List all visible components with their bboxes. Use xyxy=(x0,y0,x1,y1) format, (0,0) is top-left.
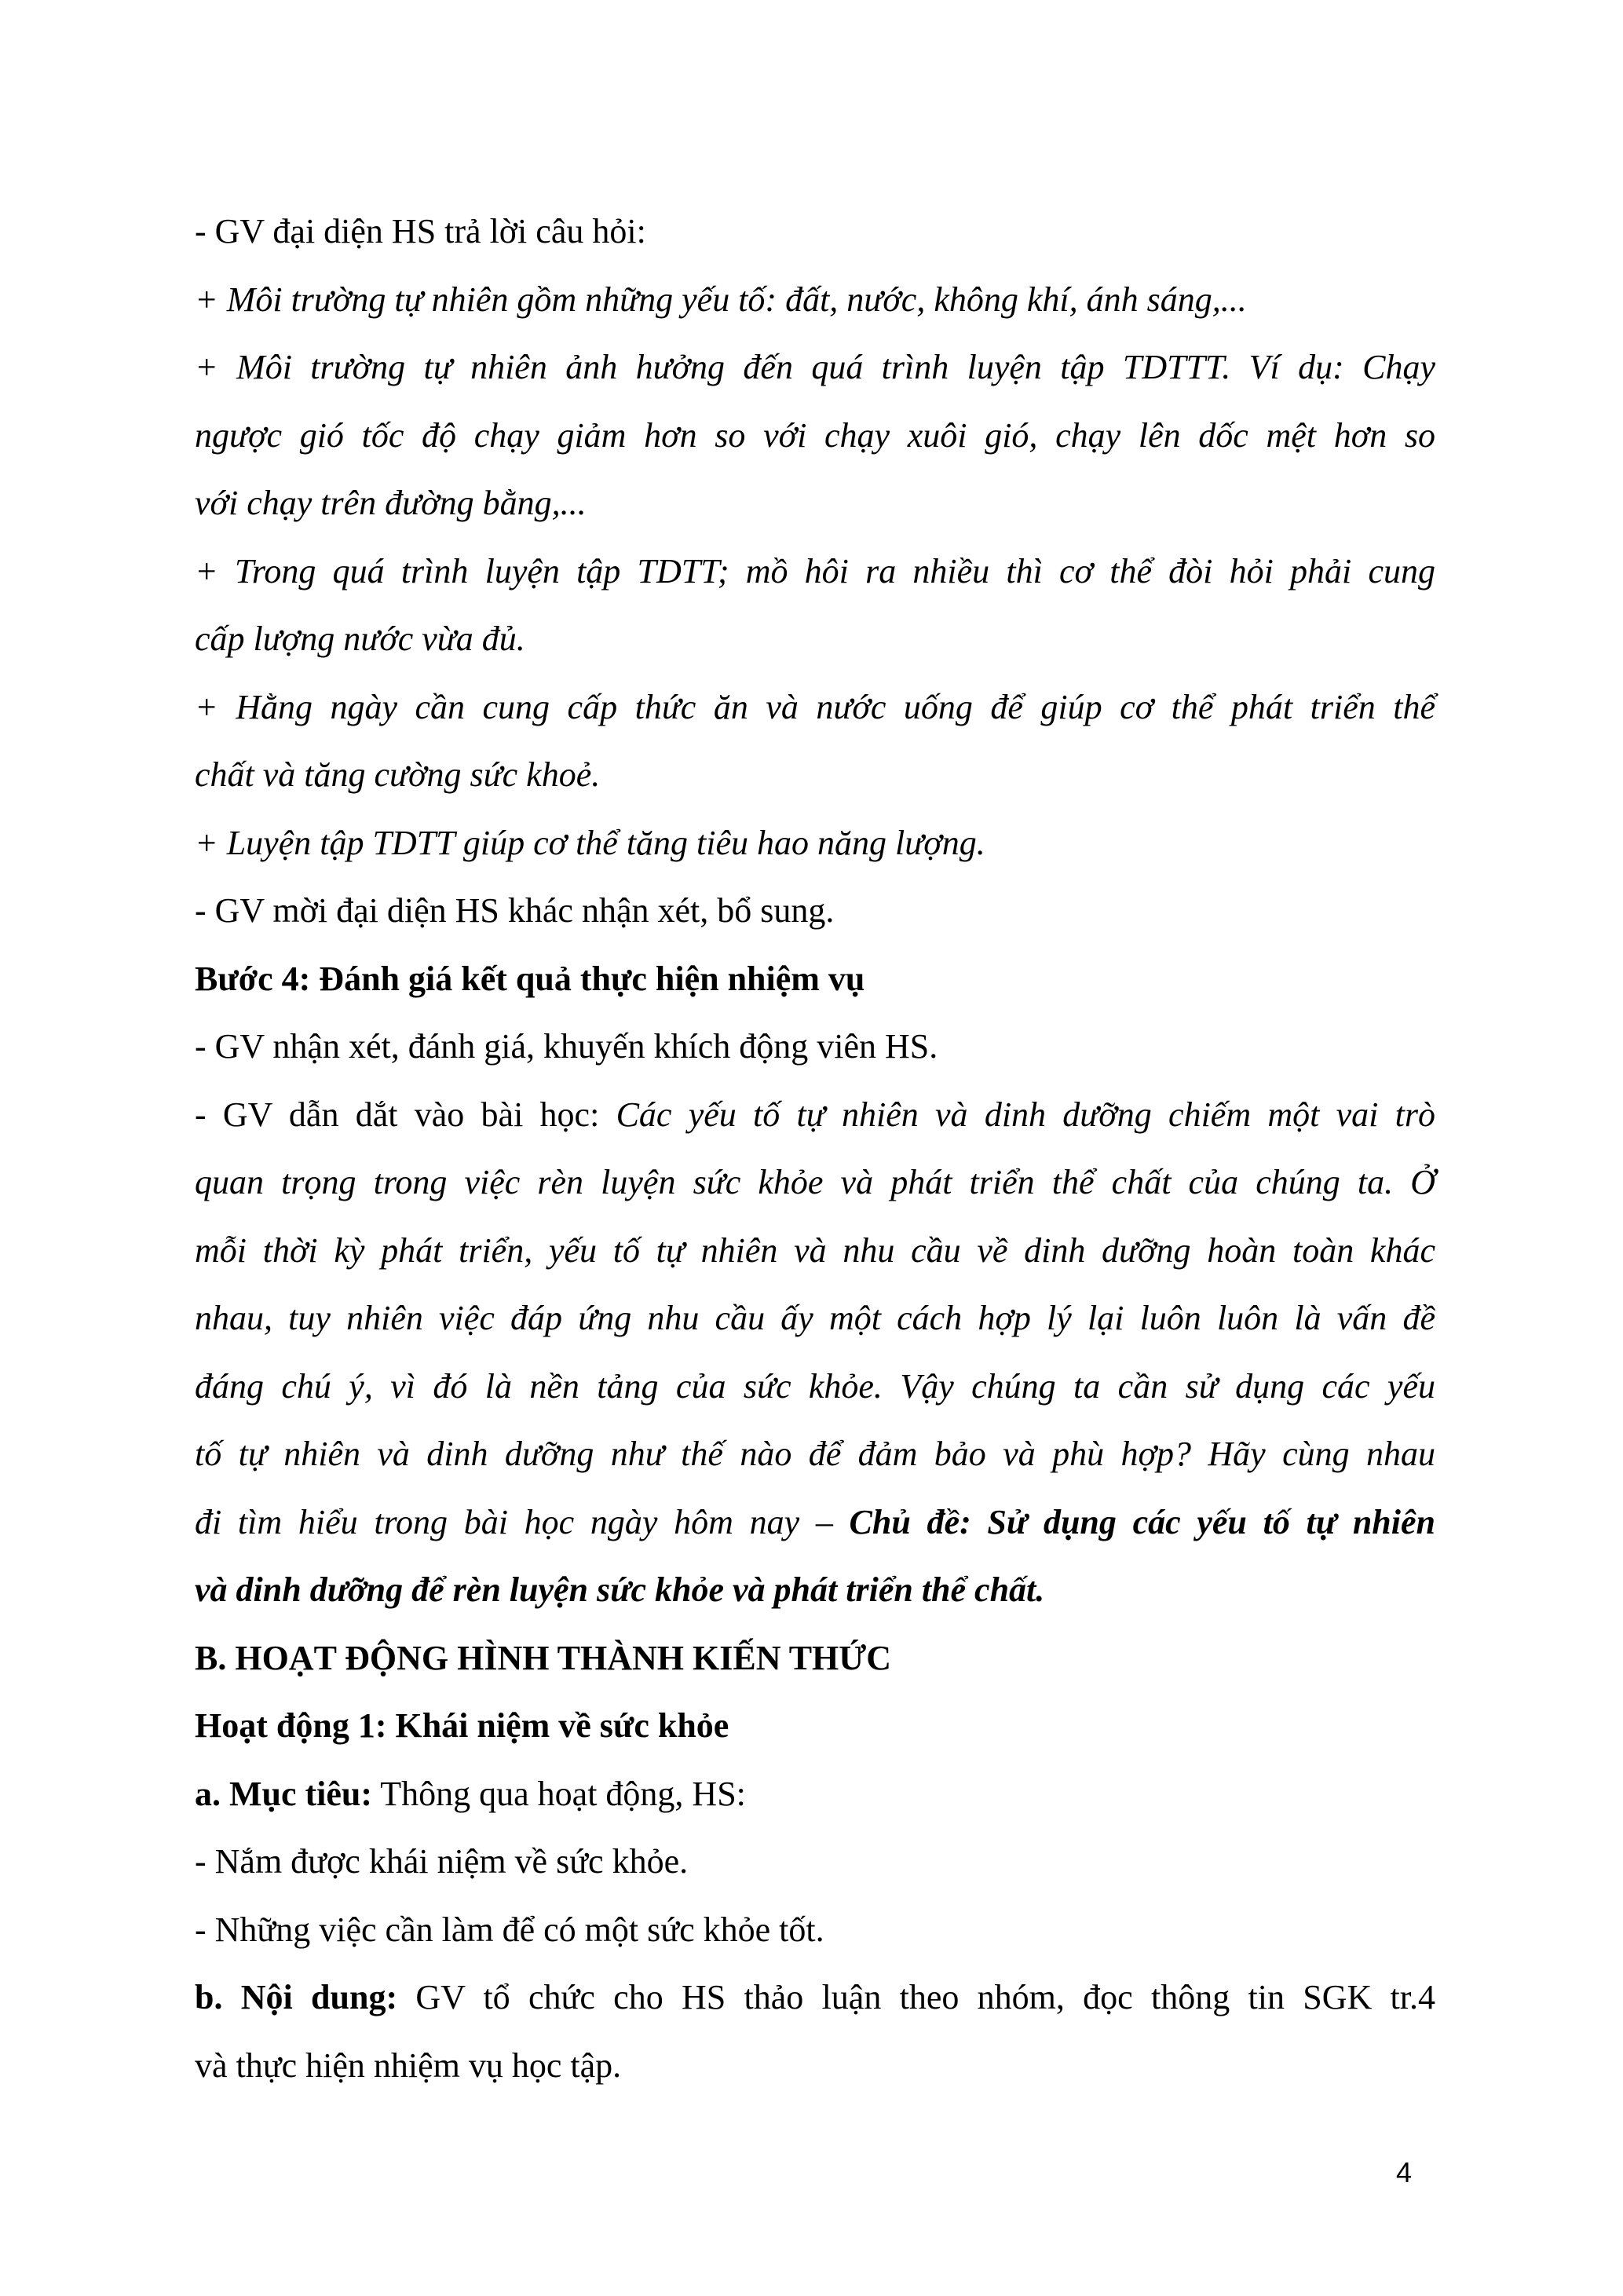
page-number: 4 xyxy=(1396,2156,1413,2188)
text-line xyxy=(195,1489,1435,1557)
text-line: - GV mời đại diện HS khác nhận xét, bổ sung. xyxy=(195,891,835,930)
text-line: + Hằng ngày cần cung cấp thức ăn và nước uống để giúp cơ thể phát triển thể xyxy=(195,687,1435,726)
text-line xyxy=(195,1081,1435,1150)
text-line: - Những việc cần làm để có một sức khỏe tốt. xyxy=(195,1910,824,1949)
step-heading: Bước 4: Đánh giá kết quả thực hiện nhiệm vụ xyxy=(195,959,865,998)
section-heading: B. HOẠT ĐỘNG HÌNH THÀNH KIẾN THỨC xyxy=(195,1638,892,1677)
text-run: Thông qua hoạt động, HS: xyxy=(372,1774,746,1813)
topic-title: Chủ đề: Sử dụng các yếu tố tự nhiên xyxy=(849,1502,1435,1541)
text-line: chất và tăng cường sức khoẻ. xyxy=(195,755,601,794)
label-objective: a. Mục tiêu: xyxy=(195,1774,373,1813)
activity-heading: Hoạt động 1: Khái niệm về sức khỏe xyxy=(195,1706,729,1745)
text-line: + Luyện tập TDTT giúp cơ thể tăng tiêu hao năng lượng. xyxy=(195,823,985,862)
text-line: - GV nhận xét, đánh giá, khuyến khích động viên HS. xyxy=(195,1027,938,1066)
text-run: GV tổ chức cho HS thảo luận theo nhóm, đọc thông tin SGK tr.4 xyxy=(397,1978,1435,2016)
text-line: tố tự nhiên và dinh dưỡng như thế nào để đảm bảo và phù hợp? Hãy cùng nhau xyxy=(195,1435,1435,1473)
text-run: Các yếu tố tự nhiên và dinh dưỡng chiếm một vai trò xyxy=(616,1095,1436,1134)
text-line: + Môi trường tự nhiên gồm những yếu tố: đất, nước, không khí, ánh sáng,... xyxy=(195,280,1247,319)
text-line: mỗi thời kỳ phát triển, yếu tố tự nhiên và nhu cầu về dinh dưỡng hoàn toàn khác xyxy=(195,1230,1435,1270)
text-run: đi tìm hiểu trong bài học ngày hôm nay – xyxy=(195,1502,850,1541)
text-line: với chạy trên đường bằng,... xyxy=(195,484,587,522)
text-line: cấp lượng nước vừa đủ. xyxy=(195,620,525,658)
text-line: đáng chú ý, vì đó là nền tảng của sức khỏe. Vậy chúng ta cần sử dụng các yếu xyxy=(195,1366,1435,1406)
text-line: + Môi trường tự nhiên ảnh hưởng đến quá trình luyện tập TDTTT. Ví dụ: Chạy xyxy=(195,348,1435,386)
text-line xyxy=(195,1760,1435,1829)
text-line: + Trong quá trình luyện tập TDTT; mồ hôi ra nhiều thì cơ thể đòi hỏi phải cung xyxy=(195,551,1435,590)
text-run: - GV dẫn dắt vào bài học: xyxy=(195,1095,616,1134)
page-content xyxy=(195,198,1435,2100)
text-line: - Nắm được khái niệm về sức khỏe. xyxy=(195,1842,689,1881)
text-line: nhau, tuy nhiên việc đáp ứng nhu cầu ấy một cách hợp lý lại luôn luôn là vấn đề xyxy=(195,1299,1435,1337)
text-line xyxy=(195,1964,1435,2032)
text-line: ngược gió tốc độ chạy giảm hơn so với chạy xuôi gió, chạy lên dốc mệt hơn so xyxy=(195,415,1435,455)
text-line: - GV đại diện HS trả lời câu hỏi: xyxy=(195,212,646,250)
topic-title-cont: và dinh dưỡng để rèn luyện sức khỏe và phát triển thể chất. xyxy=(195,1570,1045,1609)
text-line: và thực hiện nhiệm vụ học tập. xyxy=(195,2046,622,2085)
text-line: quan trọng trong việc rèn luyện sức khỏe và phát triển thể chất của chúng ta. Ở xyxy=(195,1163,1435,1201)
label-content: b. Nội dung: xyxy=(195,1978,398,2016)
